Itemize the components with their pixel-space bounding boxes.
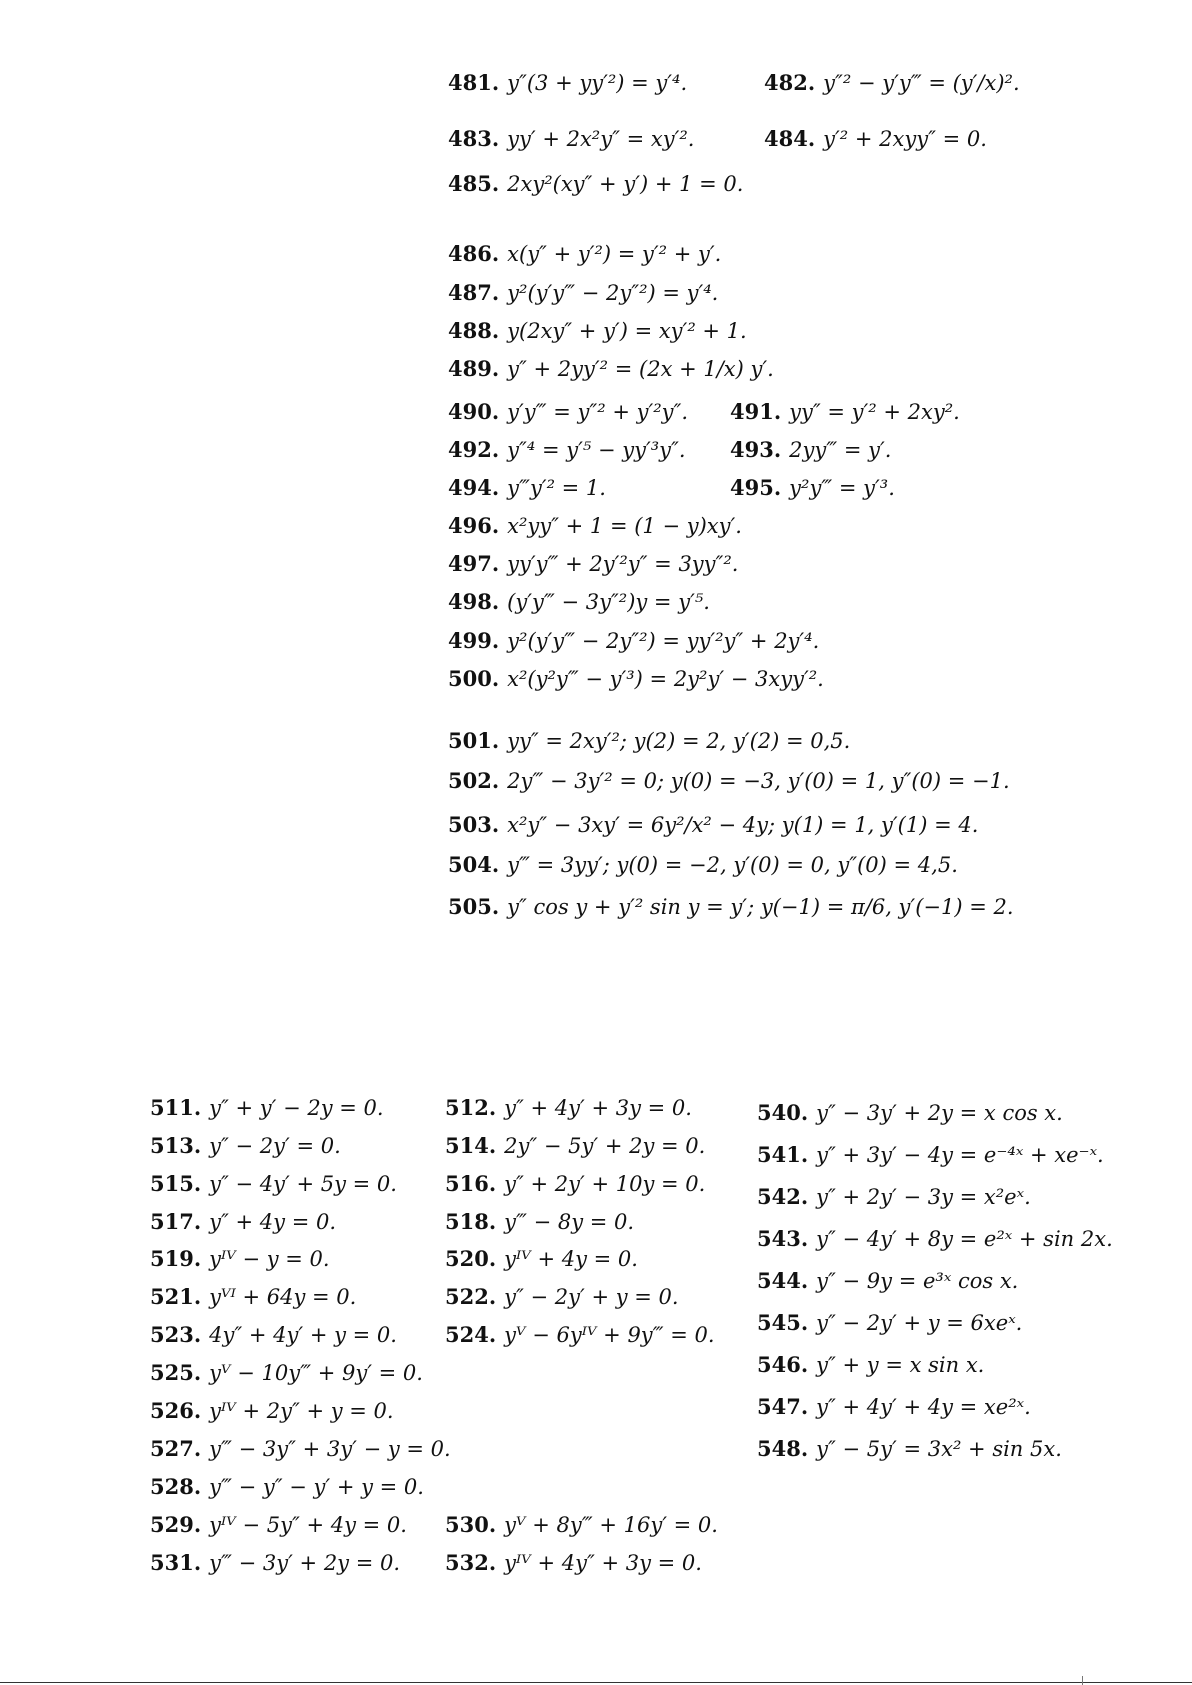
problem-489 <box>448 356 774 382</box>
problem-525 <box>150 1360 423 1386</box>
problem-equation: y″ − 9y = e³ˣ cos x. <box>816 1269 1019 1293</box>
problem-528 <box>150 1474 424 1500</box>
problem-number: 541. <box>757 1142 809 1167</box>
problem-equation: yy″ = 2xy′²; y(2) = 2, y′(2) = 0,5. <box>507 729 851 753</box>
problem-equation: yᴵⱽ + 2y″ + y = 0. <box>209 1399 394 1423</box>
problem-number: 494. <box>448 475 500 500</box>
problem-equation: y″ + 3y′ − 4y = e⁻⁴ˣ + xe⁻ˣ. <box>816 1143 1104 1167</box>
problem-equation: y′y‴ = y″² + y′²y″. <box>507 400 689 424</box>
problem-524 <box>445 1322 715 1348</box>
problem-521 <box>150 1284 356 1310</box>
problem-number: 502. <box>448 768 500 793</box>
problem-530 <box>445 1512 718 1538</box>
problem-equation: 2y‴ − 3y′² = 0; y(0) = −3, y′(0) = 1, y″(0) = −1. <box>507 769 1010 793</box>
problem-equation: 2xy²(xy″ + y′) + 1 = 0. <box>507 172 744 196</box>
problem-497 <box>448 551 738 577</box>
problem-number: 530. <box>445 1512 497 1537</box>
problem-520 <box>445 1246 638 1272</box>
problem-485 <box>448 171 743 197</box>
problem-equation: 2yy‴ = y′. <box>789 438 892 462</box>
problem-equation: yy″ = y′² + 2xy². <box>789 400 960 424</box>
problem-equation: y″ + 2y′ − 3y = x²eˣ. <box>816 1185 1031 1209</box>
problem-519 <box>150 1246 330 1272</box>
problem-516 <box>445 1171 705 1197</box>
problem-517 <box>150 1209 336 1235</box>
problem-equation: yy′ + 2x²y″ = xy′². <box>507 127 695 151</box>
problem-500 <box>448 666 824 692</box>
problem-equation: y‴ = 3yy′; y(0) = −2, y′(0) = 0, y″(0) = 4,5. <box>507 853 958 877</box>
problem-number: 544. <box>757 1268 809 1293</box>
problem-equation: (y′y‴ − 3y″²)y = y′⁵. <box>507 590 710 614</box>
problem-equation: y″ − 2y′ + y = 0. <box>504 1285 679 1309</box>
problem-488 <box>448 318 747 344</box>
problem-equation: y²y‴ = y′³. <box>789 476 895 500</box>
problem-number: 521. <box>150 1284 202 1309</box>
problem-equation: y²(y′y‴ − 2y″²) = y′⁴. <box>507 281 719 305</box>
problem-number: 528. <box>150 1474 202 1499</box>
problem-equation: y″ − 4y′ + 5y = 0. <box>209 1172 397 1196</box>
problem-number: 486. <box>448 241 500 266</box>
problem-equation: y″ − 2y′ = 0. <box>209 1134 341 1158</box>
problem-502 <box>448 768 1010 794</box>
problem-542 <box>757 1184 1031 1210</box>
problem-number: 543. <box>757 1226 809 1251</box>
problem-529 <box>150 1512 407 1538</box>
problem-499 <box>448 628 819 654</box>
problem-548 <box>757 1436 1062 1462</box>
problem-equation: yⱽᴵ + 64y = 0. <box>209 1285 357 1309</box>
problem-equation: y(2xy″ + y′) = xy′² + 1. <box>507 319 747 343</box>
problem-546 <box>757 1352 984 1378</box>
problem-526 <box>150 1398 394 1424</box>
problem-equation: 2y″ − 5y′ + 2y = 0. <box>504 1134 706 1158</box>
problem-number: 525. <box>150 1360 202 1385</box>
problem-equation: y″ + y′ − 2y = 0. <box>209 1096 384 1120</box>
problem-501 <box>448 728 850 754</box>
problem-number: 542. <box>757 1184 809 1209</box>
problem-515 <box>150 1171 397 1197</box>
problem-number: 540. <box>757 1100 809 1125</box>
problem-number: 514. <box>445 1133 497 1158</box>
problem-492 <box>448 437 686 463</box>
page-bottom-rule <box>0 1682 1192 1683</box>
problem-equation: y″(3 + yy′²) = y′⁴. <box>507 71 688 95</box>
problem-equation: yⱽ + 8y‴ + 16y′ = 0. <box>504 1513 718 1537</box>
problem-498 <box>448 589 710 615</box>
problem-number: 481. <box>448 70 500 95</box>
problem-equation: yᴵⱽ − y = 0. <box>209 1247 330 1271</box>
problem-518 <box>445 1209 634 1235</box>
problem-number: 515. <box>150 1171 202 1196</box>
problem-equation: yᴵⱽ − 5y″ + 4y = 0. <box>209 1513 407 1537</box>
problem-number: 546. <box>757 1352 809 1377</box>
problem-487 <box>448 280 718 306</box>
problem-511 <box>150 1095 384 1121</box>
problem-540 <box>757 1100 1063 1126</box>
problem-504 <box>448 852 958 878</box>
problem-490 <box>448 399 688 425</box>
problem-number: 496. <box>448 513 500 538</box>
problem-equation: x²yy″ + 1 = (1 − y)xy′. <box>507 514 742 538</box>
problem-531 <box>150 1550 400 1576</box>
problem-equation: y″ + 4y = 0. <box>209 1210 337 1234</box>
problem-number: 500. <box>448 666 500 691</box>
problem-number: 495. <box>730 475 782 500</box>
problem-545 <box>757 1310 1022 1336</box>
problem-equation: yⱽ − 6yᴵⱽ + 9y‴ = 0. <box>504 1323 715 1347</box>
problem-number: 517. <box>150 1209 202 1234</box>
problem-483 <box>448 126 694 152</box>
problem-541 <box>757 1142 1104 1168</box>
problem-equation: x(y″ + y′²) = y′² + y′. <box>507 242 722 266</box>
problem-equation: y′² + 2xyy″ = 0. <box>823 127 987 151</box>
problem-number: 523. <box>150 1322 202 1347</box>
problem-equation: y‴ − 3y″ + 3y′ − y = 0. <box>209 1437 451 1461</box>
problem-equation: y″⁴ = y′⁵ − yy′³y″. <box>507 438 686 462</box>
problem-number: 513. <box>150 1133 202 1158</box>
problem-number: 529. <box>150 1512 202 1537</box>
problem-number: 490. <box>448 399 500 424</box>
problem-number: 501. <box>448 728 500 753</box>
problem-number: 487. <box>448 280 500 305</box>
problem-number: 492. <box>448 437 500 462</box>
problem-number: 484. <box>764 126 816 151</box>
problem-number: 548. <box>757 1436 809 1461</box>
problem-484 <box>764 126 987 152</box>
problem-523 <box>150 1322 397 1348</box>
problem-493 <box>730 437 891 463</box>
problem-number: 491. <box>730 399 782 424</box>
problem-equation: y″ − 3y′ + 2y = x cos x. <box>816 1101 1063 1125</box>
problem-number: 520. <box>445 1246 497 1271</box>
problem-532 <box>445 1550 702 1576</box>
problem-number: 547. <box>757 1394 809 1419</box>
problem-equation: 4y″ + 4y′ + y = 0. <box>209 1323 397 1347</box>
page-corner-mark <box>1082 1676 1083 1685</box>
problem-number: 531. <box>150 1550 202 1575</box>
problem-equation: y″² − y′y‴ = (y′/x)². <box>823 71 1020 95</box>
problem-494 <box>448 475 606 501</box>
problem-equation: yᴵⱽ + 4y = 0. <box>504 1247 638 1271</box>
problem-number: 519. <box>150 1246 202 1271</box>
problem-496 <box>448 513 742 539</box>
problem-equation: y‴ − y″ − y′ + y = 0. <box>209 1475 424 1499</box>
problem-513 <box>150 1133 341 1159</box>
problem-number: 545. <box>757 1310 809 1335</box>
problem-481 <box>448 70 687 96</box>
problem-491 <box>730 399 960 425</box>
problem-number: 518. <box>445 1209 497 1234</box>
problem-number: 488. <box>448 318 500 343</box>
problem-number: 512. <box>445 1095 497 1120</box>
problem-equation: y″ + 2yy′² = (2x + 1/x) y′. <box>507 357 774 381</box>
problem-equation: y″ + 2y′ + 10y = 0. <box>504 1172 706 1196</box>
problem-number: 498. <box>448 589 500 614</box>
problem-equation: y‴ − 8y = 0. <box>504 1210 635 1234</box>
problem-equation: y″ − 2y′ + y = 6xeˣ. <box>816 1311 1023 1335</box>
problem-544 <box>757 1268 1018 1294</box>
problem-equation: x²y″ − 3xy′ = 6y²/x² − 4y; y(1) = 1, y′(1) = 4. <box>507 813 979 837</box>
problem-522 <box>445 1284 679 1310</box>
problem-543 <box>757 1226 1113 1252</box>
problem-equation: y″ + 4y′ + 3y = 0. <box>504 1096 692 1120</box>
problem-equation: yy′y‴ + 2y′²y″ = 3yy″². <box>507 552 739 576</box>
problem-equation: x²(y²y‴ − y′³) = 2y²y′ − 3xyy′². <box>507 667 824 691</box>
problem-number: 497. <box>448 551 500 576</box>
problem-equation: y²(y′y‴ − 2y″²) = yy′²y″ + 2y′⁴. <box>507 629 820 653</box>
problem-503 <box>448 812 978 838</box>
problem-equation: y″ − 5y′ = 3x² + sin 5x. <box>816 1437 1062 1461</box>
problem-equation: yⱽ − 10y‴ + 9y′ = 0. <box>209 1361 423 1385</box>
problem-495 <box>730 475 895 501</box>
problem-482 <box>764 70 1020 96</box>
problem-number: 483. <box>448 126 500 151</box>
problem-527 <box>150 1436 451 1462</box>
problem-equation: yᴵⱽ + 4y″ + 3y = 0. <box>504 1551 702 1575</box>
problem-number: 527. <box>150 1436 202 1461</box>
problem-number: 485. <box>448 171 500 196</box>
problem-equation: y″ + 4y′ + 4y = xe²ˣ. <box>816 1395 1031 1419</box>
problem-number: 505. <box>448 894 500 919</box>
problem-547 <box>757 1394 1031 1420</box>
problem-number: 499. <box>448 628 500 653</box>
problem-number: 504. <box>448 852 500 877</box>
problem-number: 503. <box>448 812 500 837</box>
problem-number: 516. <box>445 1171 497 1196</box>
problem-486 <box>448 241 721 267</box>
problem-number: 526. <box>150 1398 202 1423</box>
problem-number: 482. <box>764 70 816 95</box>
problem-number: 489. <box>448 356 500 381</box>
problem-512 <box>445 1095 692 1121</box>
problem-equation: y‴ − 3y′ + 2y = 0. <box>209 1551 401 1575</box>
problem-equation: y″ − 4y′ + 8y = e²ˣ + sin 2x. <box>816 1227 1113 1251</box>
problem-number: 493. <box>730 437 782 462</box>
problem-equation: y‴y′² = 1. <box>507 476 606 500</box>
problem-514 <box>445 1133 705 1159</box>
problem-number: 511. <box>150 1095 202 1120</box>
problem-equation: y″ + y = x sin x. <box>816 1353 985 1377</box>
problem-number: 524. <box>445 1322 497 1347</box>
problem-equation: y″ cos y + y′² sin y = y′; y(−1) = π/6, y′(−1) = 2. <box>507 895 1014 919</box>
problem-505 <box>448 894 1014 920</box>
problem-number: 522. <box>445 1284 497 1309</box>
problem-number: 532. <box>445 1550 497 1575</box>
